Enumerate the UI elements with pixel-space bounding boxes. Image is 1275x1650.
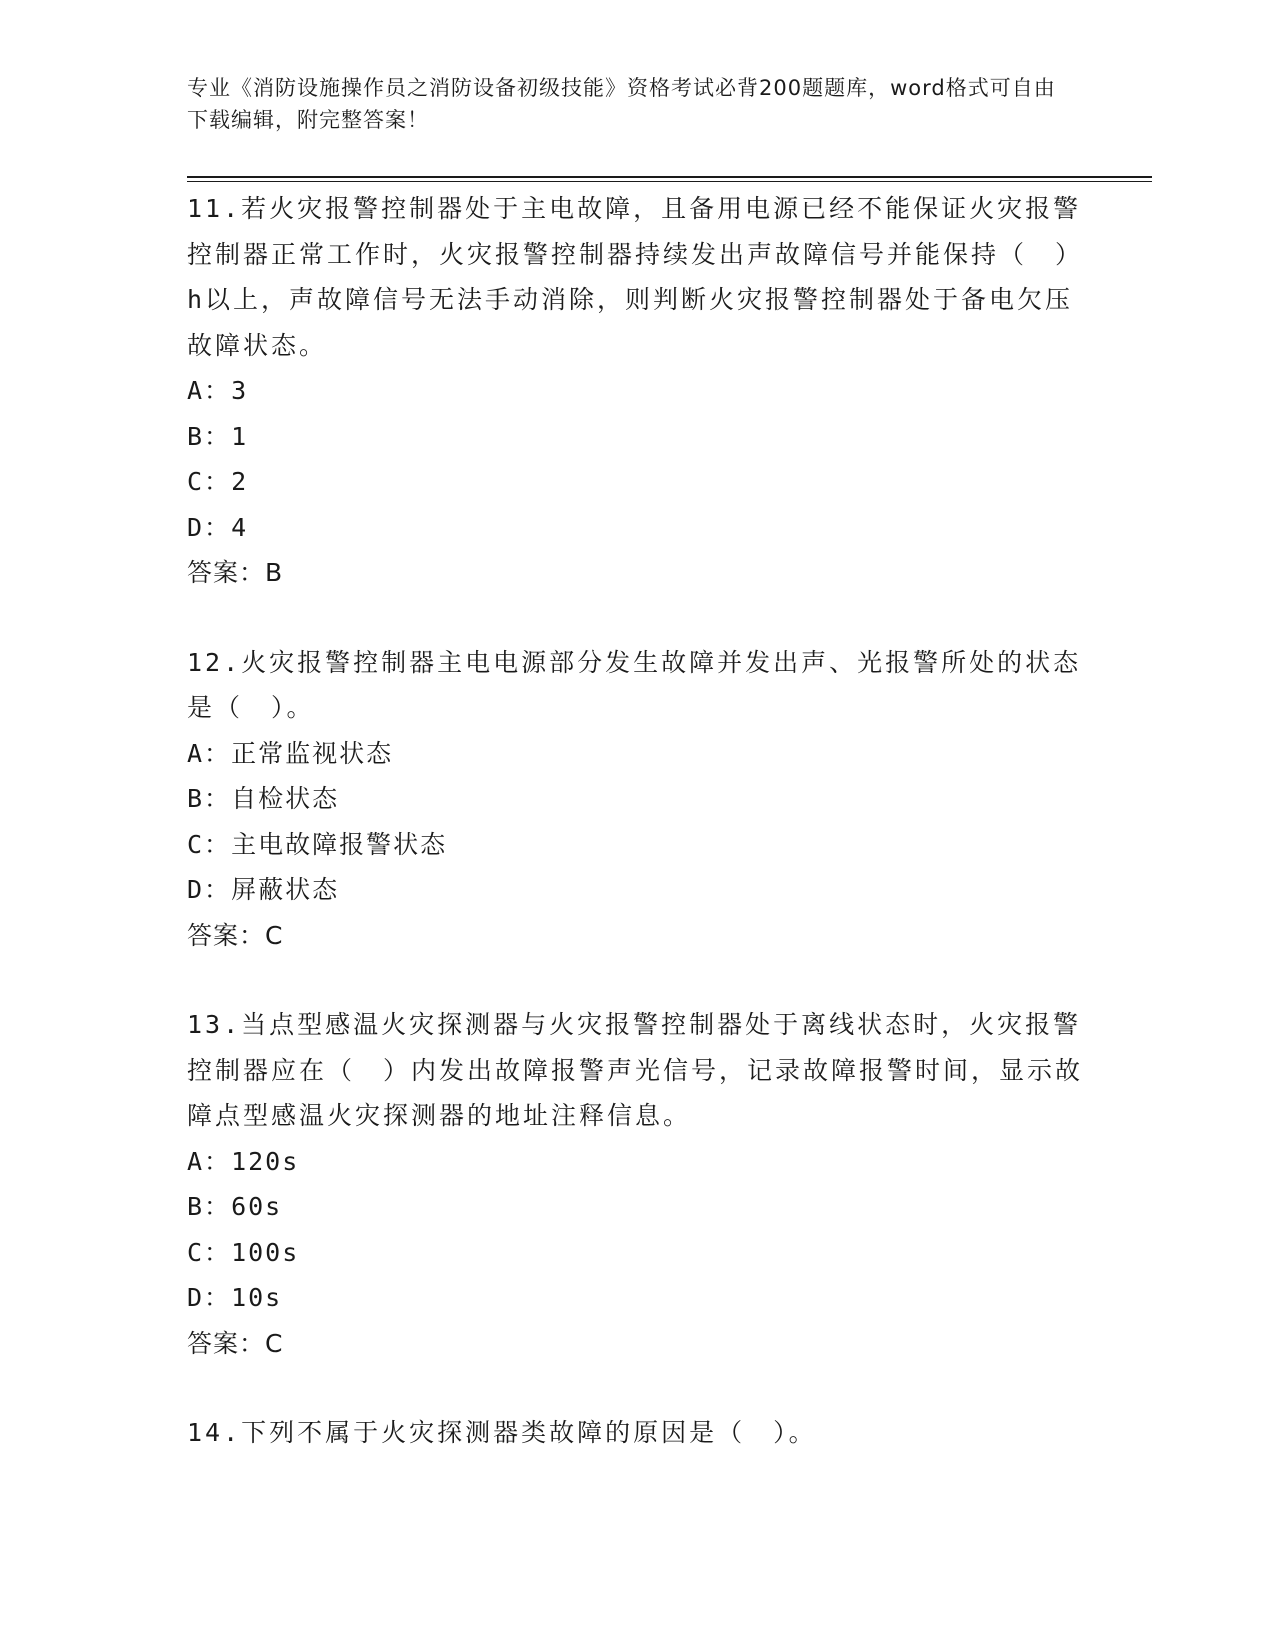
- option-a: [187, 731, 1087, 777]
- question-list: [187, 186, 1087, 1500]
- option-key: B：: [187, 784, 232, 813]
- option-text: 100s: [231, 1237, 300, 1267]
- option-key: A：: [187, 738, 232, 768]
- question-stem: 13.当点型感温火灾探测器与火灾报警控制器处于离线状态时，火灾报警控制器应在（ ）内发出故障报警声光信号，记录故障报警时间，显示故障点型感温火灾探测器的地址注释信息。: [187, 1010, 1084, 1130]
- question-stem: 12.火灾报警控制器主电电源部分发生故障并发出声、光报警所处的状态是（ ）。: [187, 647, 1082, 722]
- option-b: [187, 776, 1087, 822]
- option-text: 自检状态: [231, 784, 340, 813]
- option-text: 120s: [231, 1146, 300, 1176]
- answer-line: 答案：C: [187, 1328, 284, 1358]
- option-key: A：: [187, 1146, 232, 1176]
- question-stem: 14.下列不属于火灾探测器类故障的原因是（ ）。: [187, 1418, 817, 1447]
- option-text: 3: [231, 376, 249, 405]
- document-header: 专业《消防设施操作员之消防设备初级技能》资格考试必背200题题库，word格式可自由下载编辑，附完整答案！: [187, 76, 1056, 132]
- question-12: [187, 640, 1087, 959]
- option-c: [187, 1230, 1087, 1276]
- option-text: 1: [231, 421, 249, 451]
- option-d: [187, 867, 1087, 913]
- question-11: [187, 186, 1087, 596]
- question-13: [187, 1002, 1087, 1366]
- option-key: C：: [187, 1237, 232, 1267]
- option-key: B：: [187, 1192, 232, 1221]
- option-key: D：: [187, 875, 232, 904]
- option-key: C：: [187, 467, 232, 496]
- option-text: 正常监视状态: [231, 738, 394, 768]
- option-key: D：: [187, 512, 232, 542]
- header-divider-thin: [187, 181, 1152, 182]
- option-key: D：: [187, 1283, 232, 1312]
- option-c: [187, 822, 1087, 868]
- option-text: 2: [231, 467, 249, 496]
- option-b: [187, 1184, 1087, 1230]
- option-a: [187, 1139, 1087, 1185]
- option-text: 60s: [231, 1192, 283, 1221]
- option-a: [187, 368, 1087, 414]
- question-14: [187, 1410, 1087, 1456]
- option-key: B：: [187, 421, 232, 451]
- option-text: 4: [231, 512, 249, 542]
- option-key: A：: [187, 376, 232, 405]
- option-b: [187, 414, 1087, 460]
- option-text: 主电故障报警状态: [231, 829, 448, 859]
- answer-line: 答案：C: [187, 920, 284, 950]
- answer-line: 答案：B: [187, 558, 284, 587]
- option-c: [187, 459, 1087, 505]
- option-text: 10s: [231, 1283, 283, 1312]
- option-d: [187, 1275, 1087, 1321]
- option-key: C：: [187, 829, 232, 859]
- option-text: 屏蔽状态: [231, 875, 340, 904]
- header-divider: [187, 176, 1152, 178]
- option-d: [187, 505, 1087, 551]
- question-stem: 11.若火灾报警控制器处于主电故障，且备用电源已经不能保证火灾报警控制器正常工作时，火灾报警控制器持续发出声故障信号并能保持（ ）h以上，声故障信号无法手动消除，则判断火灾报警控制器处于备电欠压故障状态。: [187, 194, 1084, 360]
